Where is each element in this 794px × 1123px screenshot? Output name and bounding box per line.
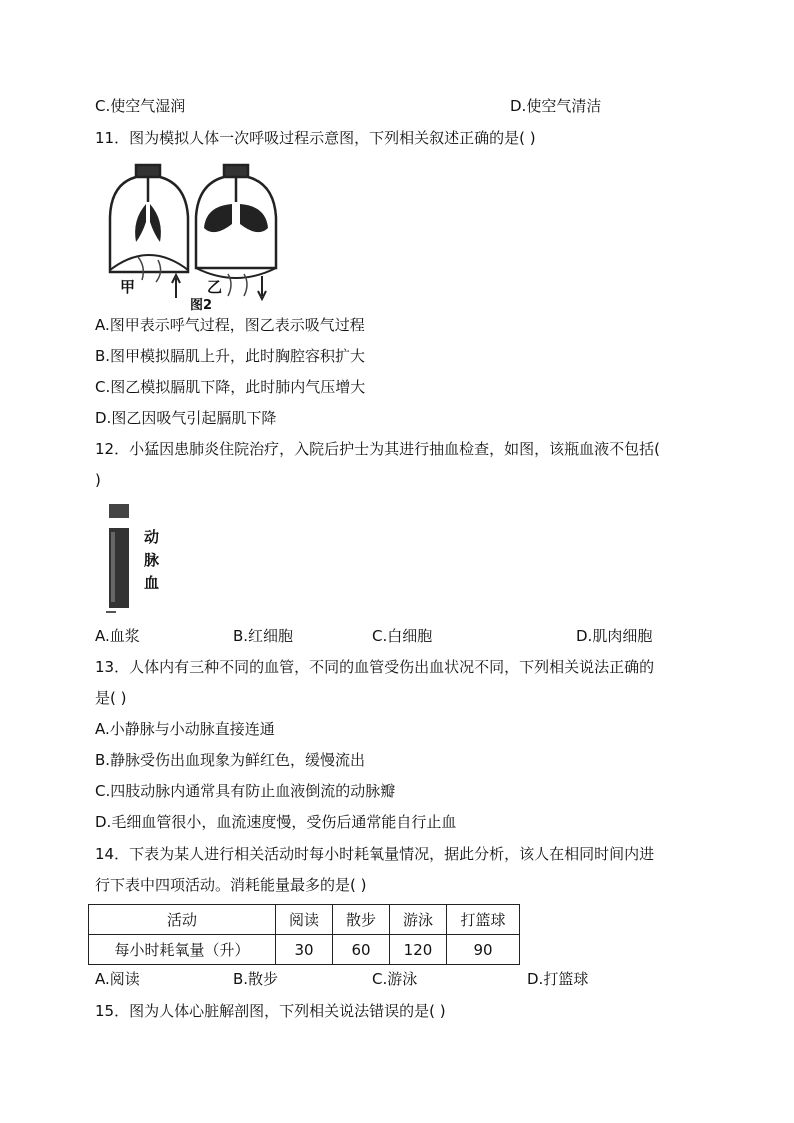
figure-label-yi: 乙 bbox=[207, 278, 223, 296]
table-cell: 90 bbox=[447, 935, 520, 965]
q10-option-c: C.使空气湿润 bbox=[95, 97, 186, 115]
q14-option-b: B.散步 bbox=[233, 970, 279, 988]
q13-stem: 13．人体内有三种不同的血管，不同的血管受伤出血状况不同，下列相关说法正确的 bbox=[95, 658, 655, 676]
q11-option-b: B.图甲模拟膈肌上升，此时胸腔容积扩大 bbox=[95, 347, 366, 365]
q12-option-a: A.血浆 bbox=[95, 627, 140, 645]
q15-stem: 15．图为人体心脏解剖图，下列相关说法错误的是( ) bbox=[95, 1002, 446, 1020]
q12-option-d: D.肌肉细胞 bbox=[576, 627, 653, 645]
table-header-cell: 散步 bbox=[333, 905, 390, 935]
q11-option-a: A.图甲表示呼气过程，图乙表示吸气过程 bbox=[95, 316, 365, 334]
q12-stem-cont: ) bbox=[95, 471, 101, 489]
q14-stem: 14．下表为某人进行相关活动时每小时耗氧量情况，据此分析，该人在相同时间内进 bbox=[95, 845, 655, 863]
q13-option-b: B.静脉受伤出血现象为鲜红色，缓慢流出 bbox=[95, 751, 366, 769]
table-row bbox=[89, 935, 520, 965]
q11-option-c: C.图乙模拟膈肌下降，此时肺内气压增大 bbox=[95, 378, 366, 396]
q14-stem-cont: 行下表中四项活动。消耗能量最多的是( ) bbox=[95, 876, 367, 894]
blood-tube-figure bbox=[104, 502, 174, 614]
q11-stem: 11．图为模拟人体一次呼吸过程示意图，下列相关叙述正确的是( ) bbox=[95, 129, 536, 147]
blood-label-3: 血 bbox=[144, 574, 160, 592]
table-cell: 30 bbox=[276, 935, 333, 965]
q13-option-c: C.四肢动脉内通常具有防止血液倒流的动脉瓣 bbox=[95, 782, 396, 800]
q12-option-b: B.红细胞 bbox=[233, 627, 294, 645]
q12-stem: 12．小猛因患肺炎住院治疗，入院后护士为其进行抽血检查，如图，该瓶血液不包括( bbox=[95, 440, 660, 458]
q14-option-d: D.打篮球 bbox=[527, 970, 589, 988]
table-header-row bbox=[89, 905, 520, 935]
table-header-cell: 活动 bbox=[89, 905, 276, 935]
figure-caption: 图2 bbox=[190, 298, 213, 313]
blood-label-1: 动 bbox=[144, 528, 160, 546]
table-header-cell: 游泳 bbox=[390, 905, 447, 935]
figure-label-jia: 甲 bbox=[120, 278, 136, 296]
oxygen-consumption-table bbox=[88, 904, 520, 965]
q12-option-c: C.白细胞 bbox=[372, 627, 433, 645]
blood-label-2: 脉 bbox=[144, 551, 160, 569]
table-header-cell: 阅读 bbox=[276, 905, 333, 935]
q14-option-a: A.阅读 bbox=[95, 970, 140, 988]
q11-option-d: D.图乙因吸气引起膈肌下降 bbox=[95, 409, 277, 427]
jar-left bbox=[110, 165, 188, 272]
q14-option-c: C.游泳 bbox=[372, 970, 418, 988]
table-cell: 每小时耗氧量（升） bbox=[89, 935, 276, 965]
q10-option-d: D.使空气清洁 bbox=[510, 97, 602, 115]
q13-stem-cont: 是( ) bbox=[95, 689, 127, 707]
table-header-cell: 打篮球 bbox=[447, 905, 520, 935]
blood-tube-icon bbox=[104, 502, 134, 614]
table-cell: 120 bbox=[390, 935, 447, 965]
q13-option-a: A.小静脉与小动脉直接连通 bbox=[95, 720, 275, 738]
q13-option-d: D.毛细血管很小，血流速度慢，受伤后通常能自行止血 bbox=[95, 813, 457, 831]
breathing-model-figure bbox=[106, 162, 281, 313]
table-cell: 60 bbox=[333, 935, 390, 965]
